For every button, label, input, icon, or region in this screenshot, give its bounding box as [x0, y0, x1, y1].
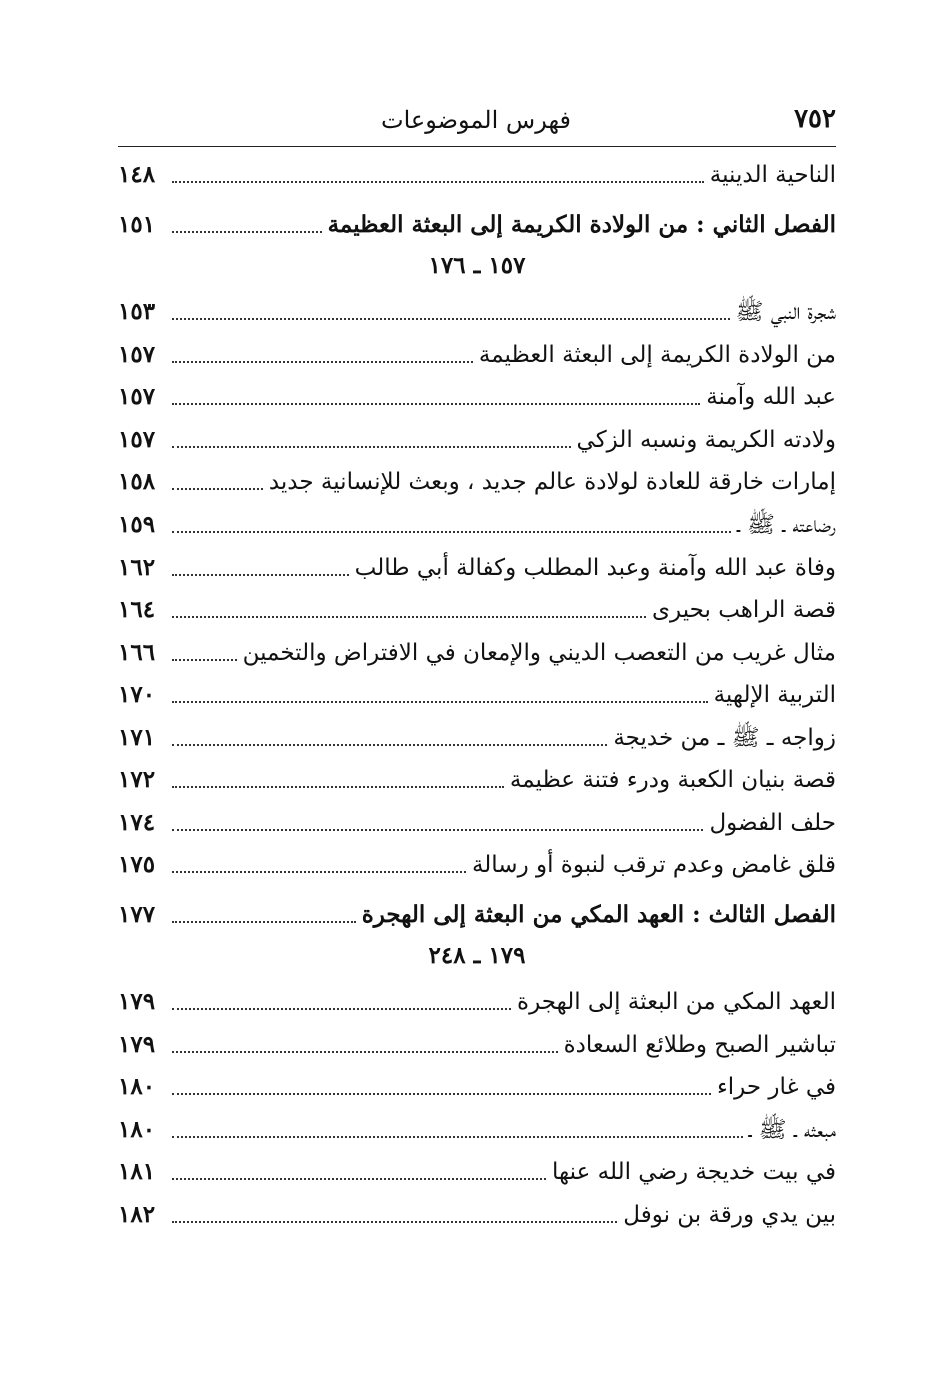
toc-chapter-row	[118, 892, 836, 932]
chapter2-range: ١٥٧ ـ ١٧٦	[428, 252, 526, 279]
toc-entry-title: العهد المكي من البعثة إلى الهجرة	[517, 989, 836, 1015]
toc-entry-page: ١٥٨	[118, 468, 156, 495]
toc-entry-title: شجرة النبي ﷺ	[735, 299, 836, 325]
dot-leader	[172, 744, 607, 746]
toc-entry-title: قلق غامض وعدم ترقب لنبوة أو رسالة	[471, 852, 836, 878]
toc-entry-page: ١٨١	[118, 1158, 156, 1185]
dot-leader	[172, 361, 473, 363]
dot-leader	[172, 701, 708, 703]
chapter3-range: ١٧٩ ـ ٢٤٨	[428, 942, 526, 969]
dot-leader	[172, 1178, 546, 1180]
toc-entry-page: ١٥٣	[118, 298, 156, 325]
dot-leader	[172, 659, 237, 661]
toc-entry-title: زواجه ـ ﷺ ـ من خديجة	[613, 725, 836, 751]
dot-leader	[172, 318, 730, 320]
dot-leader	[172, 446, 571, 448]
toc-entry-title: تباشير الصبح وطلائع السعادة	[563, 1032, 836, 1058]
toc-entry-page: ١٦٦	[118, 639, 156, 666]
toc-entry-page: ١٤٨	[118, 161, 156, 188]
toc-entry-page: ١٥٧	[118, 383, 156, 410]
toc-entry-page: ١٥٩	[118, 511, 156, 538]
dot-leader	[172, 403, 700, 405]
toc-entry-page: ١٦٢	[118, 554, 156, 581]
page-number: ٧٥٢	[794, 104, 836, 134]
toc-row	[118, 1022, 836, 1062]
toc-entry-title: بين يدي ورقة بن نوفل	[623, 1202, 836, 1228]
toc-entry-title: رضاعته ـ ﷺ ـ	[737, 512, 836, 538]
toc-row	[118, 289, 836, 329]
toc-entry-page: ١٦٤	[118, 596, 156, 623]
toc-row	[118, 459, 836, 499]
dot-leader	[172, 616, 646, 618]
toc-entry-title: في غار حراء	[716, 1074, 836, 1100]
toc-entry-title: مبعثه ـ ﷺ ـ	[748, 1117, 836, 1143]
toc-row	[118, 1107, 836, 1147]
dot-leader	[172, 921, 356, 923]
dot-leader	[172, 1221, 617, 1223]
toc-row	[118, 152, 836, 192]
dot-leader	[172, 531, 731, 533]
toc-entry-page: ١٧٩	[118, 1031, 156, 1058]
toc-entry-page: ١٥٧	[118, 341, 156, 368]
dot-leader	[172, 181, 704, 183]
toc-row	[118, 502, 836, 542]
toc-row	[118, 842, 836, 882]
dot-leader	[172, 1051, 558, 1053]
toc-entry-title: التربية الإلهية	[713, 682, 836, 708]
toc-row	[118, 374, 836, 414]
toc-entry-page: ١٧٩	[118, 988, 156, 1015]
toc-row	[118, 332, 836, 372]
dot-leader	[172, 829, 703, 831]
page-header	[118, 100, 836, 140]
toc-entry-title: عبد الله وآمنة	[706, 384, 836, 410]
toc-row	[118, 715, 836, 755]
toc-row	[118, 545, 836, 585]
toc-row	[118, 587, 836, 627]
toc-entry-page: ١٧٠	[118, 681, 156, 708]
toc-entry-page: ١٧٢	[118, 766, 156, 793]
dot-leader	[172, 488, 263, 490]
toc-row	[118, 630, 836, 670]
toc-entry-page: ١٧١	[118, 724, 156, 751]
toc-entry-page: ١٧٧	[118, 901, 156, 928]
toc-entry-page: ١٨٠	[118, 1073, 156, 1100]
toc-row	[118, 672, 836, 712]
toc-entry-title: الفصل الثالث : العهد المكي من البعثة إلى الهجرة	[361, 901, 836, 928]
toc-entry-page: ١٨٠	[118, 1116, 156, 1143]
toc-row	[118, 800, 836, 840]
dot-leader	[172, 231, 322, 233]
toc-chapter-row	[118, 202, 836, 242]
toc-entry-page: ١٨٢	[118, 1201, 156, 1228]
toc-entry-title: ولادته الكريمة ونسبه الزكي	[576, 427, 836, 453]
toc-row	[118, 1192, 836, 1232]
toc-entry-page: ١٥٧	[118, 426, 156, 453]
toc-entry-title: وفاة عبد الله وآمنة وعبد المطلب وكفالة أبي طالب	[354, 555, 836, 581]
toc-entry-page: ١٧٤	[118, 809, 156, 836]
header-rule	[118, 146, 836, 147]
toc-entry-title: قصة الراهب بحيرى	[652, 597, 836, 623]
dot-leader	[172, 1008, 511, 1010]
toc-row	[118, 757, 836, 797]
toc-entry-title: إمارات خارقة للعادة لولادة عالم جديد ، وبعث للإنسانية جديد	[268, 469, 836, 495]
toc-row	[118, 417, 836, 457]
toc-row	[118, 1064, 836, 1104]
toc-entry-title: حلف الفضول	[709, 810, 836, 836]
dot-leader	[172, 1093, 711, 1095]
dot-leader	[172, 786, 504, 788]
dot-leader	[172, 871, 466, 873]
toc-entry-title: الفصل الثاني : من الولادة الكريمة إلى البعثة العظيمة	[327, 211, 836, 238]
dot-leader	[172, 1136, 743, 1138]
toc-row	[118, 979, 836, 1019]
toc-entry-title: في بيت خديجة رضي الله عنها	[552, 1159, 836, 1185]
toc-row	[118, 1149, 836, 1189]
toc-entry-title: قصة بنيان الكعبة ودرء فتنة عظيمة	[509, 767, 836, 793]
toc-entry-title: مثال غريب من التعصب الديني والإمعان في الافتراض والتخمين	[242, 640, 836, 666]
toc-entry-page: ١٧٥	[118, 851, 156, 878]
dot-leader	[172, 574, 349, 576]
toc-entry-page: ١٥١	[118, 211, 156, 238]
toc-entry-title: الناحية الدينية	[709, 162, 836, 188]
toc-entry-title: من الولادة الكريمة إلى البعثة العظيمة	[478, 342, 836, 368]
running-title: فهرس الموضوعات	[381, 106, 571, 134]
